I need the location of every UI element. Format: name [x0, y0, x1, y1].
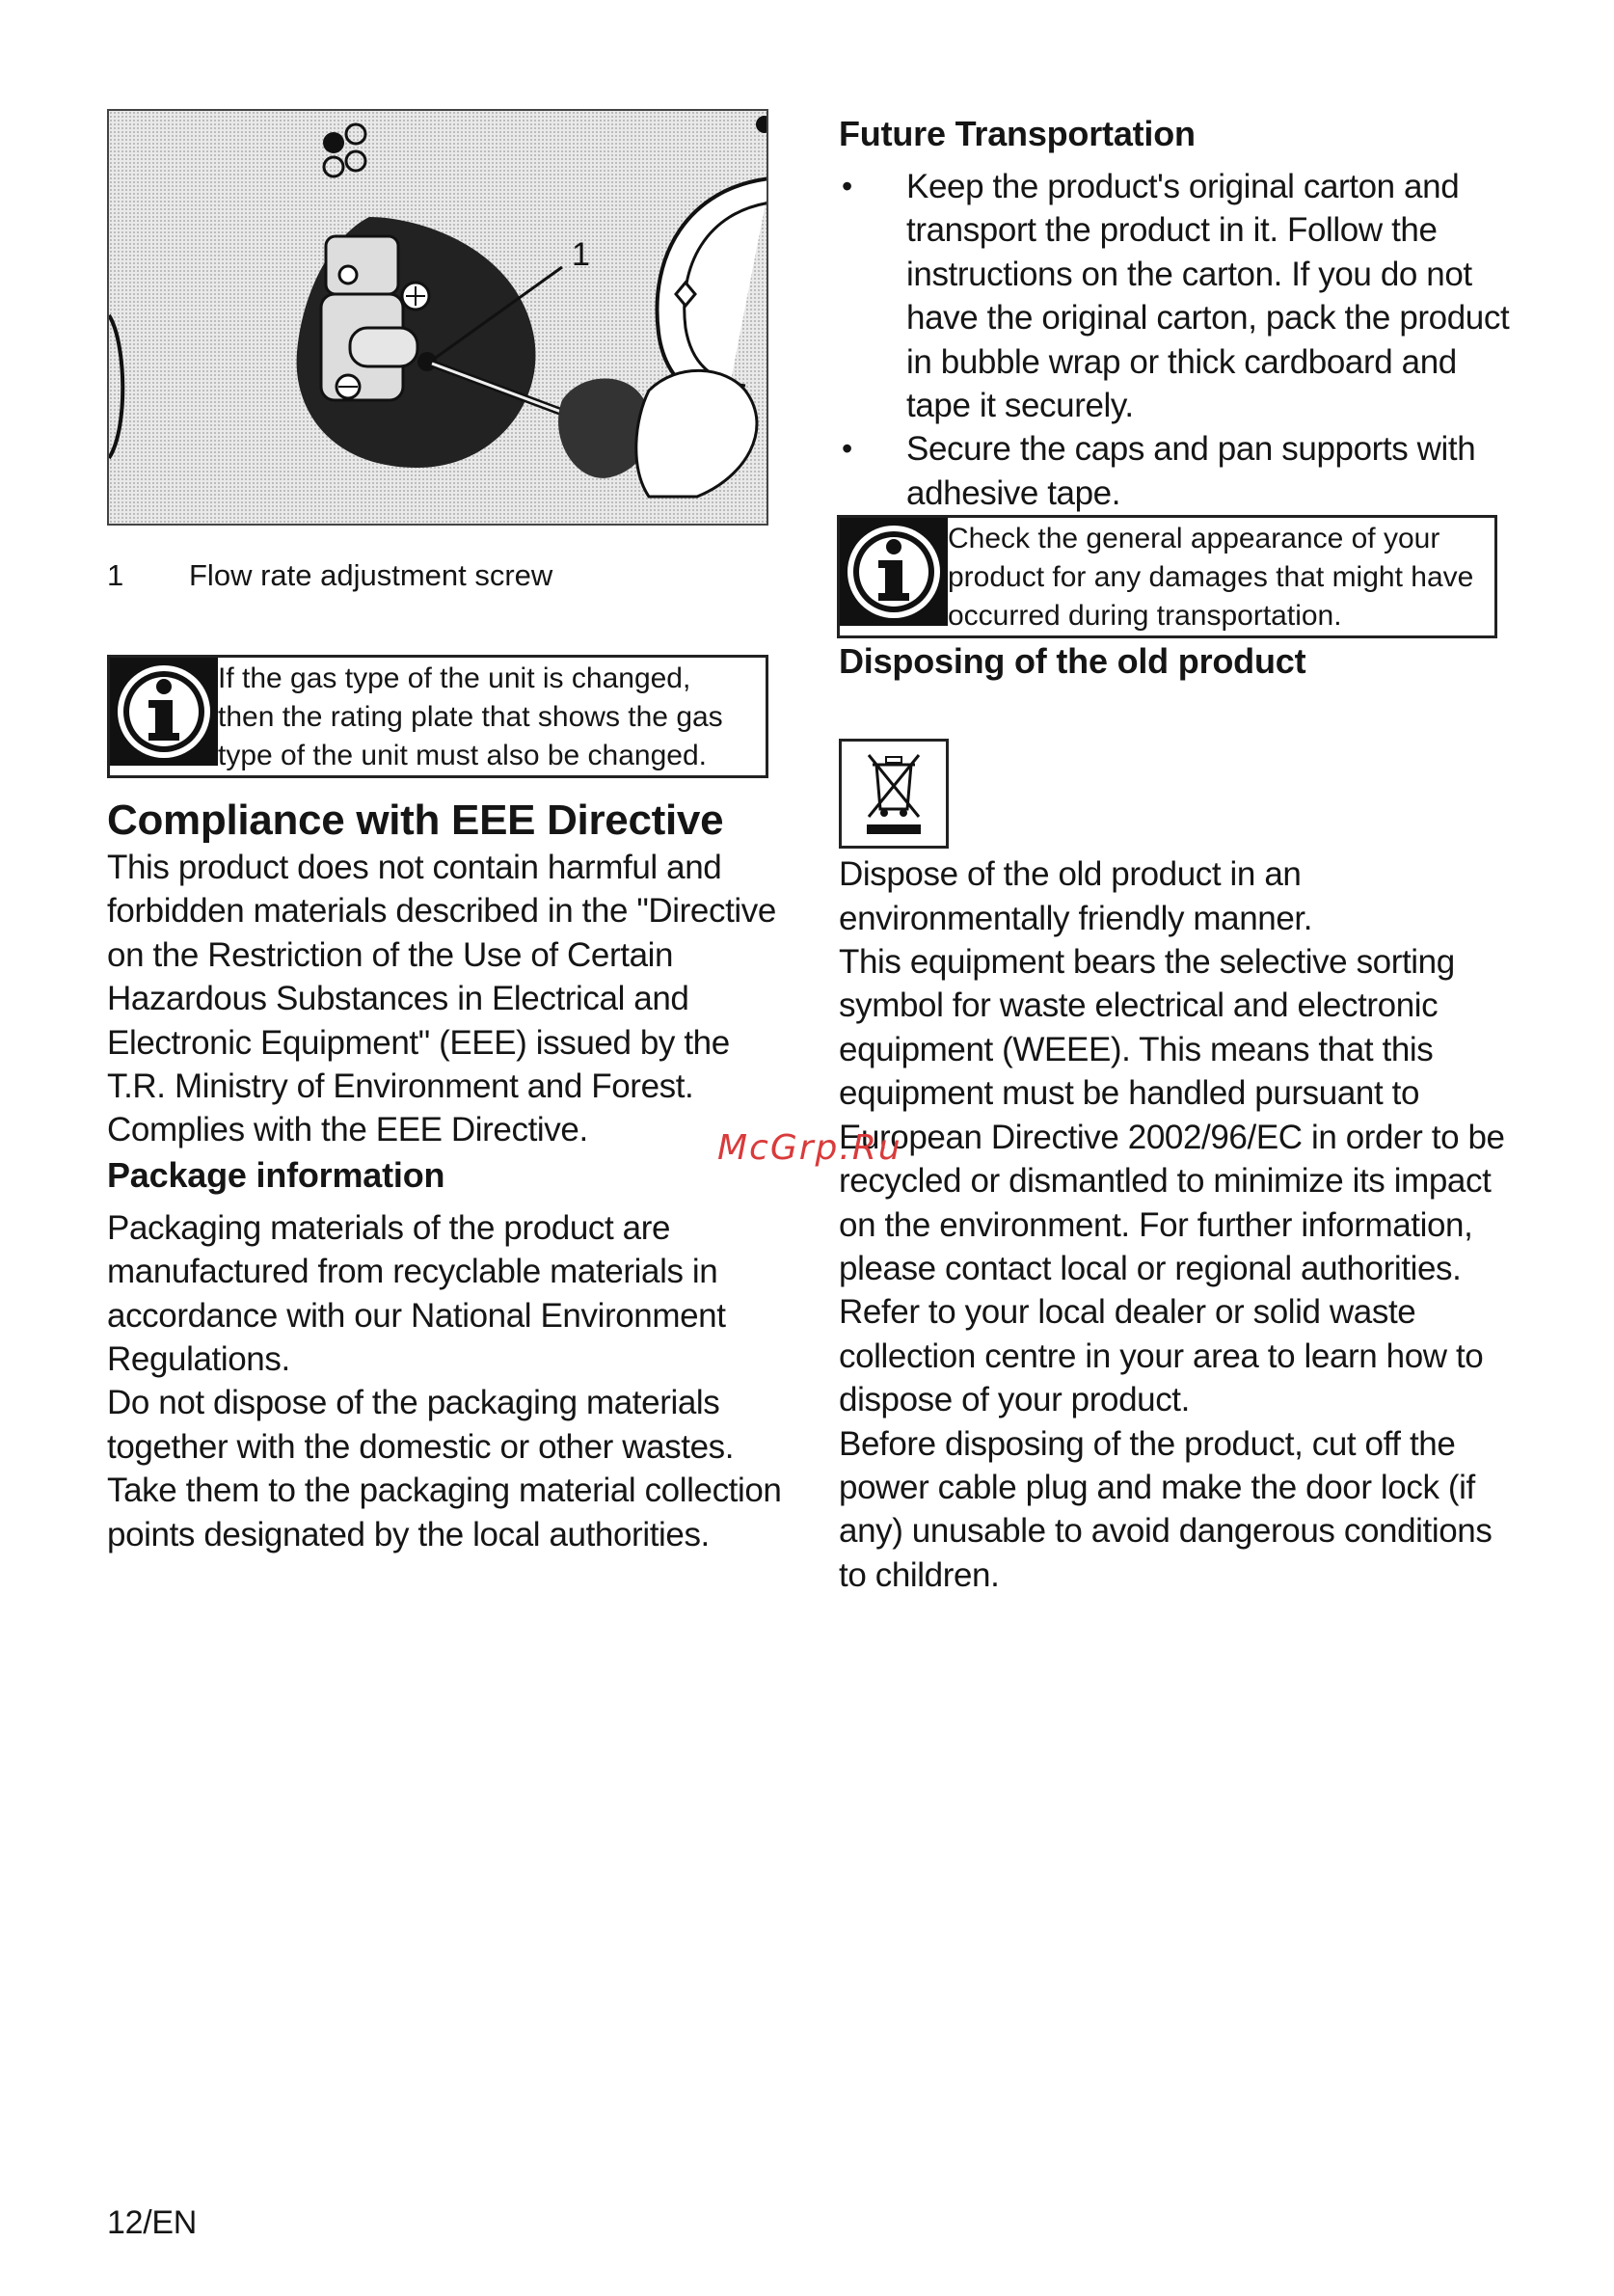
compliance-paragraph-2: Complies with the EEE Directive.	[107, 1111, 588, 1149]
callout-number: 1	[572, 236, 590, 273]
info-icon	[110, 658, 218, 766]
transport-bullet-1: • Keep the product's original carton and transport the product in it. Follow the instructions on the carton. If you do not have the original carton, pack the product in bubble wrap or thick cardboard and tape it securely.	[839, 165, 1514, 427]
info-icon	[840, 518, 948, 626]
package-paragraph-2: Do not dispose of the packaging materials together with the domestic or other wastes. Take them to the packaging material collection points designated by the local authorities.	[107, 1384, 782, 1553]
info-note-text: Check the general appearance of your product for any damages that might have occurred during transportation.	[948, 523, 1474, 633]
info-note-gas-type	[107, 655, 768, 778]
disposing-paragraph-1: Dispose of the old product in an environmentally friendly manner.	[839, 855, 1313, 937]
flow-rate-adjustment-illustration	[107, 109, 768, 526]
info-note-text: If the gas type of the unit is changed, then the rating plate that shows the gas type of the unit must also be changed.	[218, 662, 723, 771]
page-number: 12/EN	[107, 2204, 197, 2241]
info-note-transport	[837, 515, 1497, 638]
compliance-heading: Compliance with EEE Directive	[107, 797, 724, 844]
right-column	[839, 109, 1514, 1597]
disposing-paragraph-2: This equipment bears the selective sorting symbol for waste electrical and electronic equipment (WEEE). This means that this equipment must be handled pursuant to European Directive 2002/96/EC in order to be recycled or dismantled to minimize its impact on the environment. For further information, please contact local or regional authorities.	[839, 943, 1505, 1287]
disposing-heading: Disposing of the old product	[839, 641, 1306, 682]
disposing-paragraph-4: Before disposing of the product, cut off the power cable plug and make the door lock (if any) unusable to avoid dangerous conditions to children.	[839, 1424, 1493, 1594]
transport-bullet-2: • Secure the caps and pan supports with adhesive tape.	[839, 427, 1514, 515]
caption-number: 1	[107, 558, 124, 592]
disposing-paragraph-3: Refer to your local dealer or solid waste collection centre in your area to learn how to dispose of your product.	[839, 1293, 1484, 1419]
watermark: McGrp.Ru	[717, 1128, 902, 1168]
transport-bullet-list	[839, 165, 1514, 515]
package-paragraph-1: Packaging materials of the product are manufactured from recyclable materials in accordance with our National Environment Regulations.	[107, 1208, 726, 1379]
weee-crossed-bin-icon	[839, 739, 949, 849]
package-heading: Package information	[107, 1154, 445, 1195]
figure-caption	[107, 558, 792, 593]
left-column	[107, 109, 792, 1556]
burner-screw-drawing	[109, 111, 768, 526]
transport-heading: Future Transportation	[839, 114, 1196, 153]
compliance-paragraph-1: This product does not contain harmful and forbidden materials described in the "Directive on the Restriction of the Use of Certain Hazardous Substances in Electrical and Electronic Equipment" (EEE) issued by the T.R. Ministry of Environment and Forest.	[107, 849, 776, 1106]
caption-text: Flow rate adjustment screw	[189, 558, 553, 592]
